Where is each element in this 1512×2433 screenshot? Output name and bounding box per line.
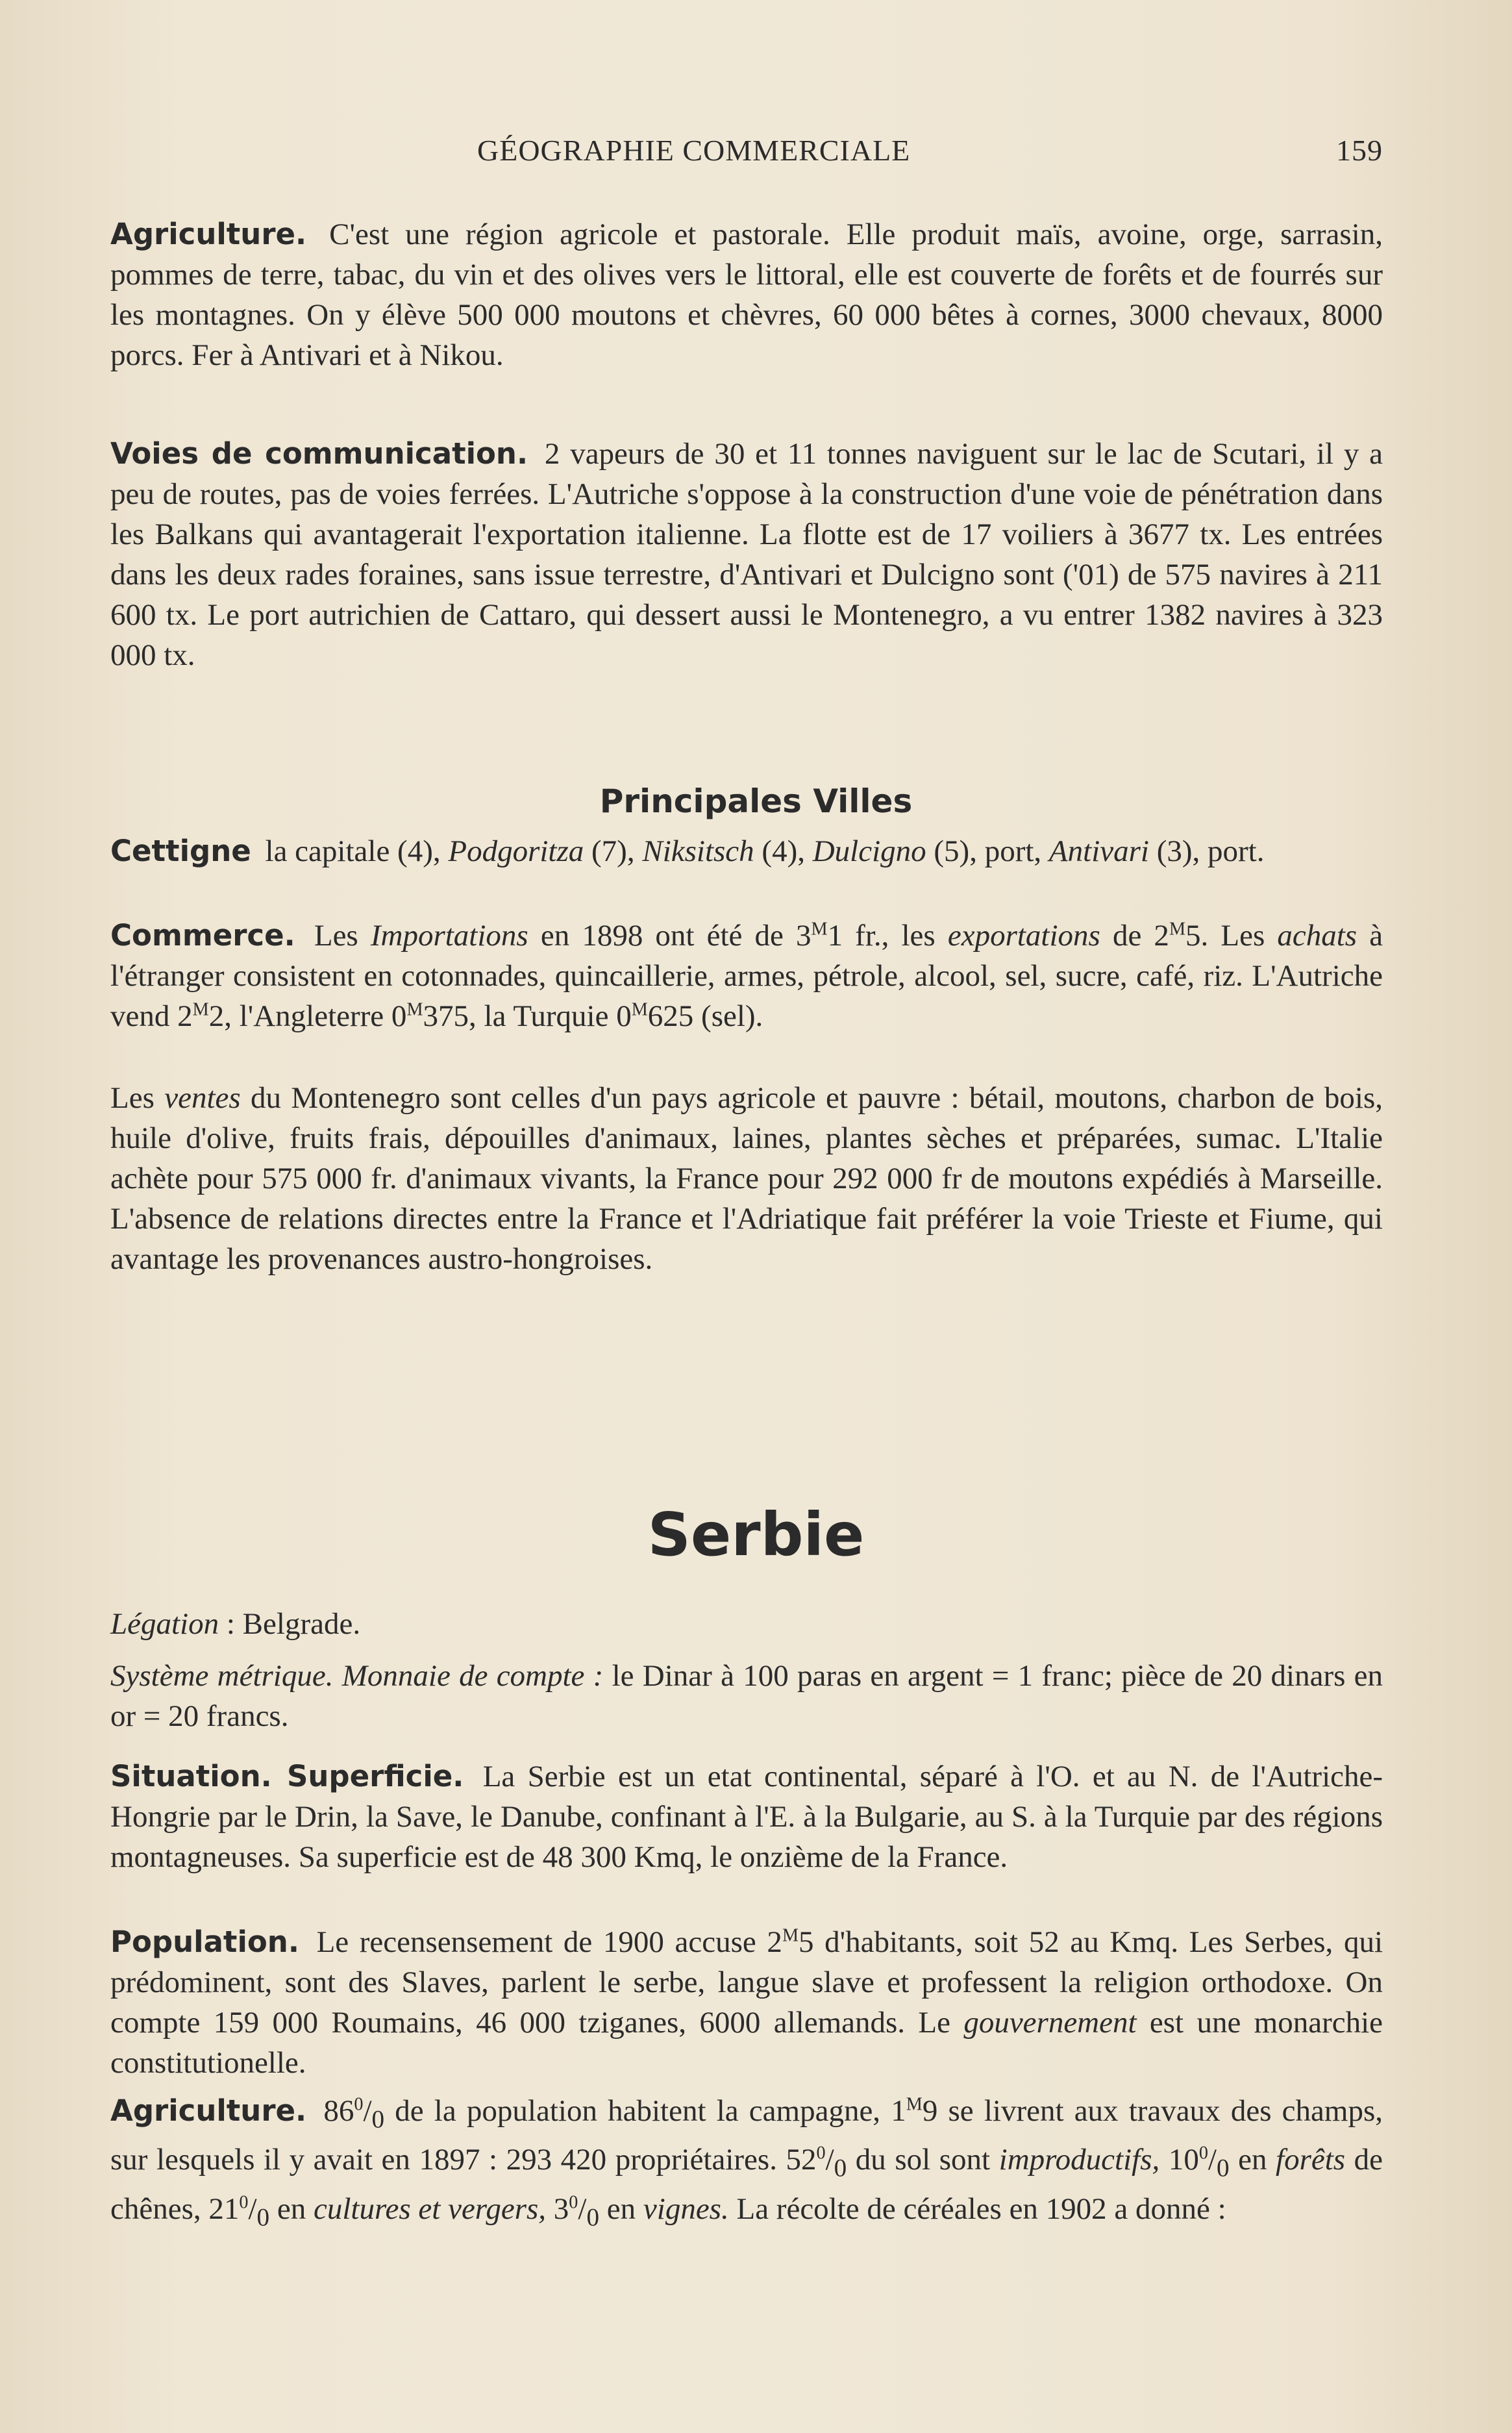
text: en [277, 2191, 306, 2226]
text: 9 se livrent aux travaux des champs, sur lesquels il y avait en 1897 : 293 420 propriétaires. 52 [110, 2094, 1383, 2177]
emphasis: gouvernement [963, 2006, 1137, 2040]
section-heading: Cettigne [110, 834, 251, 868]
paragraph-villes [110, 831, 1383, 871]
text: 10 [1168, 2143, 1199, 2177]
paragraph-population [110, 1922, 1383, 2083]
superscript: M [631, 999, 648, 1020]
superscript: M [906, 2094, 923, 2115]
text: 2, l'Angleterre 0 [208, 999, 407, 1033]
emphasis: Importations [370, 919, 528, 953]
text: de chênes, 21 [110, 2143, 1383, 2226]
systeme-line [110, 1656, 1383, 1736]
emphasis: achats [1277, 919, 1357, 953]
text: (3), port. [1156, 834, 1265, 868]
section-heading: Population. [110, 1925, 299, 1959]
text: / [363, 2094, 372, 2128]
superscript: M [782, 1925, 799, 1946]
emphasis: ventes [164, 1081, 241, 1115]
text: la capitale (4), [265, 834, 441, 868]
text: 3 [553, 2191, 569, 2226]
emphasis: cultures et vergers, [313, 2191, 547, 2226]
city-name: Antivari [1048, 834, 1149, 868]
text: à l'étranger consistent en cotonnades, quincaillerie, armes, pétrole, alcool, sel, sucre, café, riz. L'Autriche vend 2 [110, 919, 1383, 1033]
text: du sol sont [855, 2143, 991, 2177]
value: le Dinar à 100 paras en argent = 1 franc; pièce de 20 dinars en or = 20 francs. [110, 1659, 1383, 1733]
superscript: M [192, 999, 209, 1020]
superscript: 0 [354, 2094, 364, 2115]
subscript: 0 [371, 2105, 385, 2134]
text: 5 d'habitants, soit 52 au Kmq. Les Serbes, qui prédominent, sont des Slaves, parlent le serbe, langue slave et professent la religion orthodoxe. On compte 159 000 Roumains, 46 000 tziganes, 6000 allemands. Le [110, 1925, 1383, 2040]
principales-villes-heading: Principales Villes [599, 782, 913, 820]
section-heading: Situation. Superficie. [110, 1759, 464, 1793]
emphasis: vignes. [643, 2191, 729, 2226]
text: en [1238, 2143, 1267, 2177]
legation-line [110, 1604, 1383, 1644]
text: La récolte de céréales en 1902 a donné : [736, 2191, 1226, 2226]
label: Légation [110, 1607, 219, 1641]
paragraph-text: 2 vapeurs de 30 et 11 tonnes naviguent sur le lac de Scutari, il y a peu de routes, pas de voies ferrées. L'Autriche s'oppose à la construction d'une voie de pénétration dans les Balkans qui avantagerait l'exportation italienne. La flotte est de 17 voiliers à 3677 tx. Les entrées dans les deux rades foraines, sans issue terrestre, d'Antivari et Dulcigno sont ('01) de 575 navires à 211 600 tx. Le port autrichien de Cattaro, qui dessert aussi le Montenegro, a vu entrer 1382 navires à 323 000 tx. [110, 437, 1383, 672]
paragraph-ventes [110, 1078, 1383, 1279]
text: de la population habitent la campagne, 1 [395, 2094, 906, 2128]
text: Les [314, 919, 358, 953]
city-name: Podgoritza [448, 834, 584, 868]
header-title: GÉOGRAPHIE COMMERCIALE [477, 134, 911, 167]
text: 1 fr., les [827, 919, 936, 953]
label: Système métrique. [110, 1659, 334, 1693]
text: Le recensensement de 1900 accuse 2 [316, 1925, 782, 1959]
city-name: Niksitsch [642, 834, 754, 868]
section-heading: Commerce. [110, 918, 295, 953]
value: : Belgrade. [226, 1607, 361, 1641]
text: en 1898 ont été de 3 [540, 919, 812, 953]
superscript: M [811, 919, 828, 940]
paragraph-text: La Serbie est un etat continental, séparé à l'O. et au N. de l'Autriche-Hongrie par le Drin, la Save, le Danube, confinant à l'E. à la Bulgarie, au S. à la Turquie par des régions montagneuses. Sa superficie est de 48 300 Kmq, le onzième de la France. [110, 1760, 1383, 1874]
serbie-title: Serbie [647, 1500, 865, 1569]
section-heading: Agriculture. [110, 2093, 307, 2128]
text: 86 [323, 2094, 354, 2128]
paragraph-situation [110, 1756, 1383, 1877]
text: Les [110, 1081, 155, 1115]
paragraph-agriculture-serbie: Agriculture. $86^0/_0$ de la population habitent la campagne, $1^M9$ se livrent aux travaux des champs, sur lesquels il y avait en 1897 : 293 420 propriétaires. $52^0/_0$ du sol sont improductifs, $10^0/_0$ en forêts de chênes, $21^0/_0$ en cultures et vergers, $3^0/_0$ en vignes. La récolte de céréales en 1902 a donné : [110, 2093, 1383, 2232]
text: (5), port, [934, 834, 1042, 868]
text: en [606, 2191, 636, 2226]
superscript: M [1169, 919, 1186, 940]
paragraph-text: C'est une région agricole et pastorale. Elle produit maïs, avoine, orge, sarrasin, pommes de terre, tabac, du vin et des olives vers le littoral, elle est couverte de forêts et de fourrés sur les montagnes. On y élève 500 000 moutons et chèvres, 60 000 bêtes à cornes, 3000 chevaux, 8000 porcs. Fer à Antivari et à Nikou. [110, 218, 1383, 372]
text: 625 (sel). [647, 999, 763, 1033]
paragraph-commerce [110, 916, 1383, 1036]
section-heading: Voies de communication. [110, 436, 528, 471]
text: du Montenegro sont celles d'un pays agricole et pauvre : bétail, moutons, charbon de bois, huile d'olive, fruits frais, dépouilles d'animaux, laines, plantes sèches et préparées, sumac. L'Italie achète pour 575 000 fr. d'animaux vivants, la France pour 292 000 fr de moutons expédiés à Marseille. L'absence de relations directes entre la France et l'Adriatique fait préférer la voie Trieste et Fiume, qui avantage les provenances austro-hongroises. [110, 1081, 1383, 1276]
text: (4), [762, 834, 805, 868]
emphasis: improductifs, [998, 2143, 1160, 2177]
text: 5. Les [1185, 919, 1265, 953]
emphasis: forêts [1276, 2143, 1346, 2177]
section-heading: Agriculture. [110, 217, 307, 251]
text: est une monarchie constitutionelle. [110, 2006, 1383, 2080]
page-number: 159 [1336, 134, 1383, 167]
city-name: Dulcigno [812, 834, 926, 868]
superscript: M [406, 999, 423, 1020]
paragraph-agriculture-montenegro [110, 214, 1383, 375]
text: (7), [591, 834, 635, 868]
label: Monnaie de compte : [341, 1659, 604, 1693]
emphasis: exportations [947, 919, 1100, 953]
text: de 2 [1112, 919, 1169, 953]
paragraph-voies [110, 434, 1383, 675]
text: 375, la Turquie 0 [423, 999, 632, 1033]
